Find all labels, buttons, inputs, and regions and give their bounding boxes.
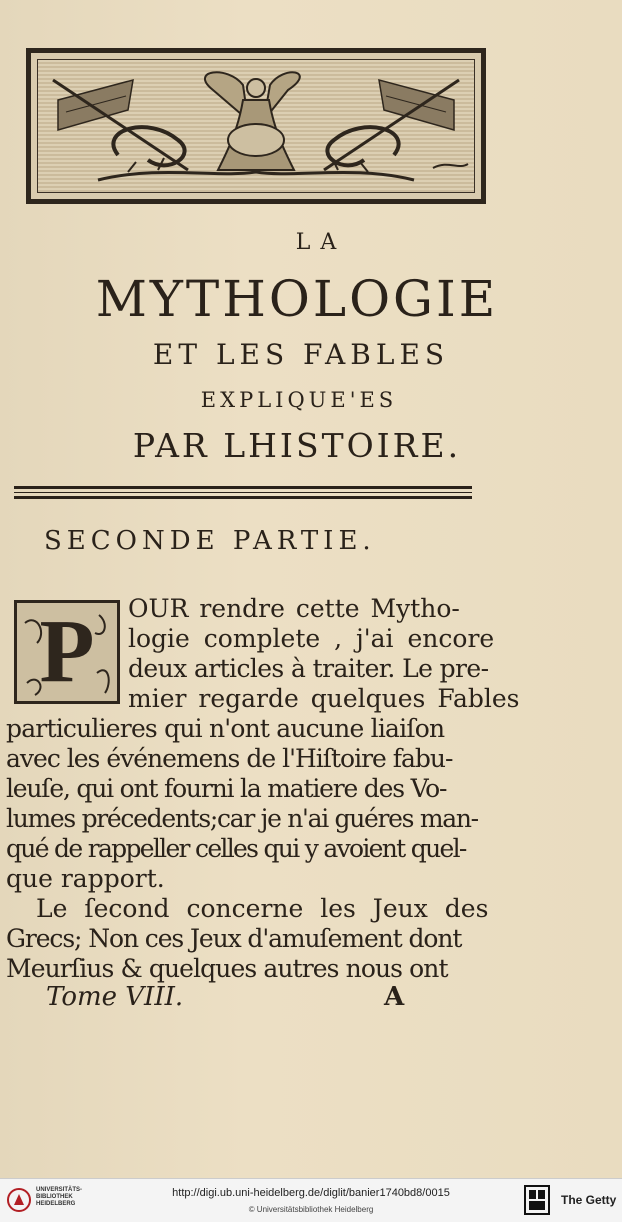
text-line: que rapport. <box>6 864 165 893</box>
partner-name[interactable]: The Getty <box>561 1193 617 1207</box>
angel-trophy-engraving-icon <box>38 60 474 192</box>
text-line: avec les événemens de l'Hiſtoire fabu- <box>6 744 453 773</box>
text-line: leuſe, qui ont fourni la matiere des Vo- <box>6 774 447 803</box>
drop-cap-letter: P <box>39 602 95 701</box>
text-line: deux articles à traiter. Le pre- <box>128 654 489 683</box>
divider-rule <box>14 492 472 493</box>
ornamental-drop-cap <box>14 600 120 704</box>
text-line: logie complete , j'ai encore <box>128 624 495 653</box>
viewer-footer-bar <box>0 1178 622 1222</box>
section-heading: SECONDE PARTIE. <box>44 526 376 556</box>
title-line-2: ET LES FABLES <box>152 338 450 371</box>
text-line: mier regarde quelques Fables <box>128 684 520 713</box>
university-name-line: UNIVERSITÄTS- <box>36 1187 83 1193</box>
divider-rule <box>14 486 472 489</box>
volume-label: Tome VIII. <box>46 982 184 1012</box>
text-line: OUR rendre cette Mytho- <box>128 594 460 623</box>
signature-mark: A <box>384 982 405 1012</box>
title-line-3: EXPLIQUE'ES <box>200 388 398 412</box>
copyright-notice: © Universitätsbibliothek Heidelberg <box>248 1205 374 1214</box>
title-main: MYTHOLOGIE <box>95 270 499 328</box>
text-line: Meurſius & quelques autres nous ont <box>6 954 448 983</box>
ornamental-headpiece <box>26 48 486 204</box>
permalink-url[interactable]: http://digi.ub.uni-heidelberg.de/diglit/banier1740bd8/0015 <box>172 1187 450 1199</box>
text-line: qué de rappeller celles qui y avoient quel- <box>6 834 466 863</box>
title-article: LA <box>295 230 347 255</box>
university-name-line: HEIDELBERG <box>36 1201 76 1207</box>
text-line: particulieres qui n'ont aucune liaiſon <box>6 714 445 743</box>
divider-rule <box>14 496 472 499</box>
text-line: Grecs; Non ces Jeux d'amuſement dont <box>6 924 462 953</box>
text-line: Le ſecond concerne les Jeux des <box>36 894 489 923</box>
getty-logo-icon[interactable] <box>524 1185 550 1215</box>
headpiece-engraving <box>37 59 475 193</box>
text-line: lumes précedents;car je n'ai guéres man- <box>6 804 478 833</box>
title-line-4: PAR LHISTOIRE. <box>132 426 462 465</box>
university-name-line: BIBLIOTHEK <box>36 1194 73 1200</box>
